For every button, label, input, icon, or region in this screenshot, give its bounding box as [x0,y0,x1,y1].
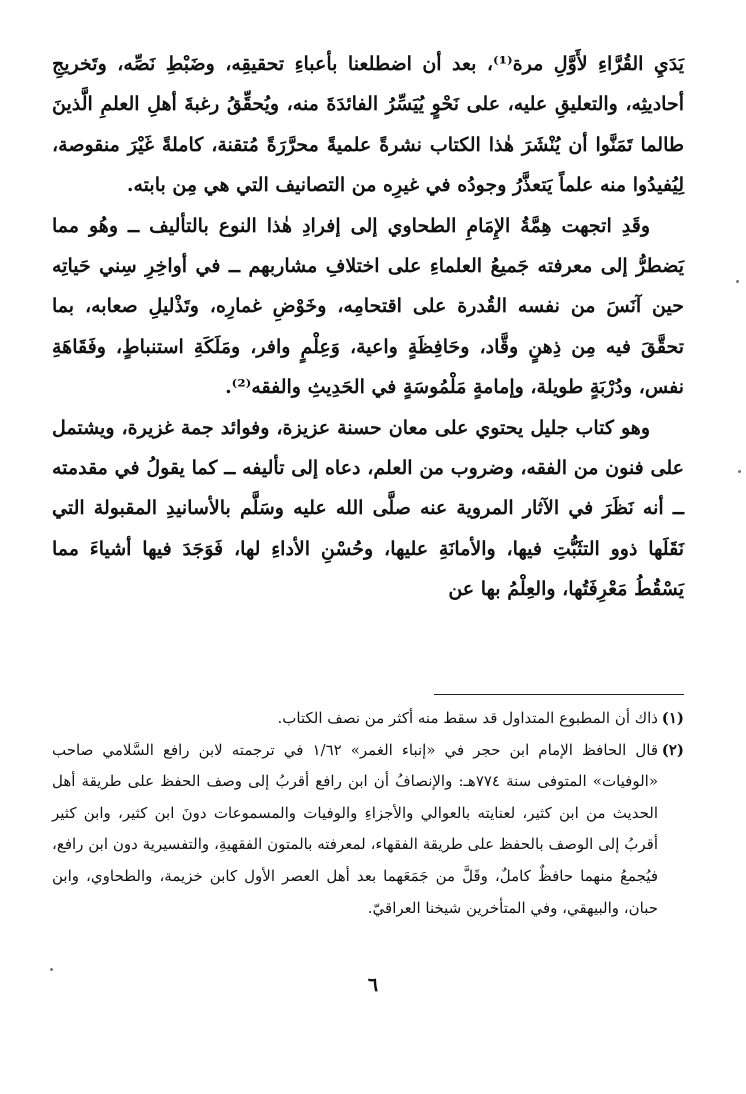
scan-speck [736,280,739,283]
footnote-2 [52,735,684,925]
footnote-number: (١) [661,709,684,727]
footnotes [52,703,684,924]
paragraph-3: وهو كتاب جليل يحتوي على معان حسنة عزيزة، وفوائد جمة غزيرة، ويشتمل على فنون من الفقه، وضروب من العلم، دعاه إلى تأليفه ــ كما يقولُ في مقدمته ــ أنه نَظَرَ في الآثار المروية عنه صلَّى الله عليه وسَلَّم بالأسانيدِ المقبولة التي نَقَلَها ذوو التثَبُّتِ فيها، والأمانَةِ عليها، وحُسْنِ الأداءِ لها، فَوَجَدَ فيها أشياءَ مما يَسْقُطُ مَعْرِفَتُها، والعِلْمُ بها عن [52,416,684,601]
paragraph-2: وقَدِ اتجهت هِمَّةُ الإِمَامِ الطحاوي إلى إفرادِ هٰذا النوع بالتأليف ــ وهُو مما يَضطرُّ إلى معرفته جَميعُ العلماءِ على اختلافِ مشاربهم ــ في أواخِرِ سِني حَياتِه حين آنَسَ من نفسه القُدرة على اقتحامِه، وخَوْضِ غمارِه، وتَذْليلِ صعابه، بما تحقَّقَ فيه مِن ذِهنٍ وقَّاد، وحَافِظَةٍ واعية، وَعِلْمٍ وافر، ومَلَكَةِ استنباطٍ، وفَقَاهَةِ نفس، ودُرْبَةٍ طويلة، وإمامةٍ مَلْمُوسَةٍ في الحَدِيثِ والفقه⁽²⁾. [52,214,684,399]
footnote-text: ذاك أن المطبوع المتداول قد سقط منه أكثر من نصف الكتاب. [277,709,658,727]
main-text [52,44,684,610]
paragraph-1: يَدَيِ القُرَّاءِ لأَوَّلِ مرة⁽¹⁾، بعد أن اضطلعنا بأعباءِ تحقيقِه، وضَبْطِ نَصِّه، وتَخريجِ أحاديثِه، والتعليقِ عليه، على نَحْوٍ يُيَسِّرُ الفائدَةَ منه، ويُحقِّقُ رغبةَ أهلِ العلمِ الَّذينَ طالما تَمَنَّوا أن يُنْشَرَ هٰذا الكتاب نشرةً علميةً محرَّرَةً مُتقنة، كاملةً غَيْرَ منقوصة، لِيُفيدُوا منه علماً يَتعذَّرُ وجودُه في غيرِه من التصانيف التي هي مِن بابته. [52,53,684,197]
scan-speck [738,470,741,473]
footnote-text: قال الحافظ الإمام ابن حجر في «إنباء الغمر» ١/٦٢ في ترجمته لابن رافع السَّلامي صاحب «الوفيات» المتوفى سنة ٧٧٤هـ: والإنصافُ أن ابن رافع أقربُ إلى وصف الحفظ على طريقة أهل الحديث من ابن كثير، لعنايته بالعوالي والأجزاءِ والوفيات والمسموعات دونَ ابن كثير، وابن كثير أقربُ إلى الوصف بالحفظ على طريقة الفقهاء، لمعرفته بالمتون الفقهيةِ، والتفسيرية دون ابن رافع، فيُجمعُ منهما حافظٌ كاملٌ، وقَلَّ من جَمَعَهما بعد أهل العصر الأول كابن خزيمة، والطحاوي، وابن حبان، والبيهقي، وفي المتأخرين شيخنا العراقيّ. [52,740,659,917]
page-number: ٦ [367,974,379,996]
scan-speck [50,968,53,971]
footnote-separator-rule [434,694,684,695]
footnote-number: (٢) [661,740,684,759]
footnote-1 [52,703,684,735]
